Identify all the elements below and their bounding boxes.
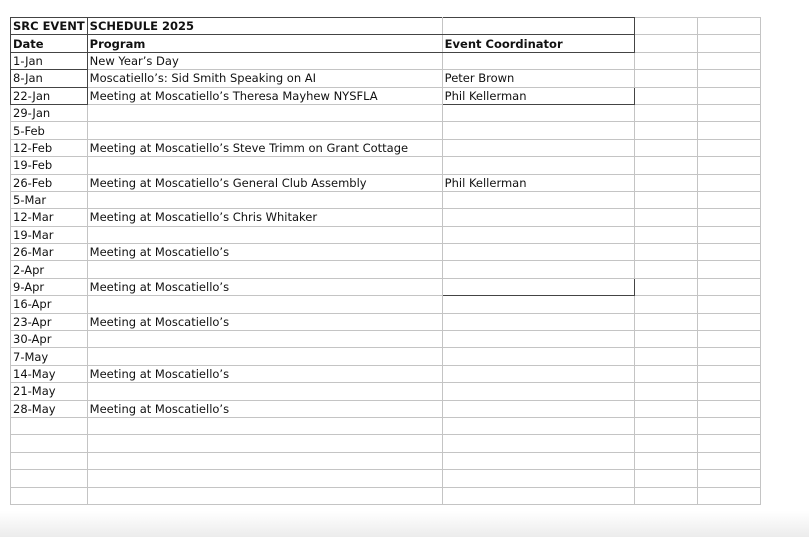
cell[interactable] xyxy=(697,122,760,139)
coordinator-cell[interactable] xyxy=(442,226,634,243)
cell[interactable] xyxy=(634,400,697,417)
table-row xyxy=(11,261,761,278)
program-cell[interactable] xyxy=(87,296,442,313)
program-cell[interactable]: Meeting at Moscatiello’s General Club Assembly xyxy=(87,174,442,191)
coordinator-cell[interactable] xyxy=(442,122,634,139)
cell[interactable] xyxy=(634,417,697,434)
program-cell[interactable] xyxy=(87,261,442,278)
program-cell[interactable]: Meeting at Moscatiello’s xyxy=(87,278,442,295)
program-cell[interactable] xyxy=(87,104,442,121)
cell[interactable] xyxy=(442,470,634,487)
cell[interactable] xyxy=(634,296,697,313)
cell[interactable] xyxy=(634,435,697,452)
table-row xyxy=(11,104,761,121)
table-row xyxy=(11,383,761,400)
cell[interactable] xyxy=(87,452,442,469)
cell[interactable] xyxy=(697,452,760,469)
table-row xyxy=(11,400,761,417)
date-cell[interactable]: 21-May xyxy=(11,383,88,400)
title-cell-left[interactable]: SRC EVENT xyxy=(11,18,88,35)
date-cell[interactable]: 26-Feb xyxy=(11,174,88,191)
cell[interactable] xyxy=(634,104,697,121)
date-cell[interactable]: 5-Mar xyxy=(11,191,88,208)
cell[interactable] xyxy=(634,174,697,191)
cell[interactable] xyxy=(442,487,634,504)
cell[interactable] xyxy=(634,331,697,348)
cell[interactable] xyxy=(87,470,442,487)
cell[interactable] xyxy=(697,261,760,278)
coordinator-cell[interactable] xyxy=(442,244,634,261)
table-row xyxy=(11,348,761,365)
cell[interactable] xyxy=(697,139,760,156)
cell[interactable] xyxy=(697,487,760,504)
program-cell[interactable] xyxy=(87,191,442,208)
cell[interactable] xyxy=(697,383,760,400)
program-cell[interactable]: Meeting at Moscatiello’s xyxy=(87,313,442,330)
table-row xyxy=(11,87,761,104)
cell[interactable] xyxy=(697,52,760,69)
cell[interactable] xyxy=(442,435,634,452)
cell[interactable] xyxy=(442,452,634,469)
date-cell[interactable]: 2-Apr xyxy=(11,261,88,278)
coordinator-cell[interactable] xyxy=(442,278,634,295)
cell[interactable] xyxy=(87,435,442,452)
table-row xyxy=(11,191,761,208)
cell[interactable] xyxy=(634,35,697,52)
cell[interactable] xyxy=(697,296,760,313)
cell[interactable] xyxy=(697,331,760,348)
cell[interactable] xyxy=(442,417,634,434)
cell[interactable] xyxy=(634,470,697,487)
cell[interactable] xyxy=(634,52,697,69)
cell[interactable] xyxy=(634,191,697,208)
table-row xyxy=(11,174,761,191)
empty-row xyxy=(11,452,761,469)
cell[interactable] xyxy=(634,209,697,226)
schedule-sheet xyxy=(10,17,761,505)
header-date[interactable]: Date xyxy=(11,35,88,52)
cell[interactable] xyxy=(11,470,88,487)
table-row xyxy=(11,226,761,243)
coordinator-cell[interactable] xyxy=(442,261,634,278)
program-cell[interactable]: New Year’s Day xyxy=(87,52,442,69)
date-cell[interactable]: 22-Jan xyxy=(11,87,88,104)
cell[interactable] xyxy=(634,87,697,104)
program-cell[interactable]: Meeting at Moscatiello’s Theresa Mayhew NYSFLA xyxy=(87,87,442,104)
date-cell[interactable]: 26-Mar xyxy=(11,244,88,261)
cell[interactable] xyxy=(634,70,697,87)
cell[interactable] xyxy=(634,261,697,278)
cell[interactable] xyxy=(634,18,697,35)
coordinator-cell[interactable] xyxy=(442,383,634,400)
program-cell[interactable]: Meeting at Moscatiello’s Chris Whitaker xyxy=(87,209,442,226)
cell[interactable] xyxy=(11,487,88,504)
cell[interactable] xyxy=(697,70,760,87)
title-row xyxy=(11,18,761,35)
program-cell[interactable] xyxy=(87,157,442,174)
title-cell-coordinator[interactable] xyxy=(442,18,634,35)
cell[interactable] xyxy=(697,470,760,487)
coordinator-cell[interactable] xyxy=(442,348,634,365)
cell[interactable] xyxy=(634,244,697,261)
cell[interactable] xyxy=(87,487,442,504)
empty-row xyxy=(11,417,761,434)
table-row xyxy=(11,139,761,156)
cell[interactable] xyxy=(11,452,88,469)
table-row xyxy=(11,209,761,226)
coordinator-cell[interactable]: Phil Kellerman xyxy=(442,87,634,104)
cell[interactable] xyxy=(634,487,697,504)
coordinator-cell[interactable] xyxy=(442,157,634,174)
date-cell[interactable]: 19-Mar xyxy=(11,226,88,243)
cell[interactable] xyxy=(87,417,442,434)
date-cell[interactable]: 12-Mar xyxy=(11,209,88,226)
cell[interactable] xyxy=(634,278,697,295)
date-cell[interactable]: 29-Jan xyxy=(11,104,88,121)
cell[interactable] xyxy=(697,365,760,382)
cell[interactable] xyxy=(697,35,760,52)
cell[interactable] xyxy=(697,417,760,434)
cell[interactable] xyxy=(697,87,760,104)
coordinator-cell[interactable] xyxy=(442,52,634,69)
header-program[interactable]: Program xyxy=(87,35,442,52)
cell[interactable] xyxy=(697,157,760,174)
cell[interactable] xyxy=(634,365,697,382)
cell[interactable] xyxy=(697,278,760,295)
header-row xyxy=(11,35,761,52)
date-cell[interactable]: 19-Feb xyxy=(11,157,88,174)
cell[interactable] xyxy=(697,313,760,330)
program-cell[interactable] xyxy=(87,383,442,400)
coordinator-cell[interactable] xyxy=(442,313,634,330)
coordinator-cell[interactable] xyxy=(442,191,634,208)
coordinator-cell[interactable]: Phil Kellerman xyxy=(442,174,634,191)
empty-row xyxy=(11,435,761,452)
coordinator-cell[interactable] xyxy=(442,209,634,226)
cell[interactable] xyxy=(697,226,760,243)
table-row xyxy=(11,313,761,330)
table-row xyxy=(11,331,761,348)
date-cell[interactable]: 12-Feb xyxy=(11,139,88,156)
cell[interactable] xyxy=(697,400,760,417)
program-cell[interactable]: Moscatiello’s: Sid Smith Speaking on AI xyxy=(87,70,442,87)
cell[interactable] xyxy=(634,383,697,400)
date-cell[interactable]: 8-Jan xyxy=(11,70,88,87)
cell[interactable] xyxy=(634,348,697,365)
coordinator-cell[interactable] xyxy=(442,331,634,348)
cell[interactable] xyxy=(634,157,697,174)
cell[interactable] xyxy=(634,122,697,139)
header-coordinator[interactable]: Event Coordinator xyxy=(442,35,634,52)
cell[interactable] xyxy=(697,244,760,261)
table-row xyxy=(11,278,761,295)
program-cell[interactable]: Meeting at Moscatiello’s Steve Trimm on Grant Cottage xyxy=(87,139,442,156)
cell[interactable] xyxy=(11,435,88,452)
program-cell[interactable] xyxy=(87,348,442,365)
table-row xyxy=(11,70,761,87)
program-cell[interactable] xyxy=(87,331,442,348)
coordinator-cell[interactable] xyxy=(442,296,634,313)
cell[interactable] xyxy=(697,191,760,208)
cell[interactable] xyxy=(697,18,760,35)
empty-row xyxy=(11,487,761,504)
coordinator-cell[interactable] xyxy=(442,400,634,417)
cell[interactable] xyxy=(697,209,760,226)
table-row xyxy=(11,122,761,139)
bottom-shade xyxy=(0,511,809,537)
date-cell[interactable]: 9-Apr xyxy=(11,278,88,295)
program-cell[interactable] xyxy=(87,226,442,243)
table-row xyxy=(11,365,761,382)
table-row xyxy=(11,52,761,69)
cell[interactable] xyxy=(697,174,760,191)
table-row xyxy=(11,296,761,313)
coordinator-cell[interactable]: Peter Brown xyxy=(442,70,634,87)
date-cell[interactable]: 1-Jan xyxy=(11,52,88,69)
date-cell[interactable]: 14-May xyxy=(11,365,88,382)
cell[interactable] xyxy=(697,348,760,365)
date-cell[interactable]: 16-Apr xyxy=(11,296,88,313)
title-cell-right[interactable]: SCHEDULE 2025 xyxy=(87,18,442,35)
coordinator-cell[interactable] xyxy=(442,104,634,121)
program-cell[interactable]: Meeting at Moscatiello’s xyxy=(87,365,442,382)
date-cell[interactable]: 7-May xyxy=(11,348,88,365)
program-cell[interactable]: Meeting at Moscatiello’s xyxy=(87,244,442,261)
cell[interactable] xyxy=(697,435,760,452)
date-cell[interactable]: 30-Apr xyxy=(11,331,88,348)
cell[interactable] xyxy=(634,313,697,330)
cell[interactable] xyxy=(11,417,88,434)
table-row xyxy=(11,244,761,261)
cell[interactable] xyxy=(634,226,697,243)
program-cell[interactable]: Meeting at Moscatiello’s xyxy=(87,400,442,417)
date-cell[interactable]: 5-Feb xyxy=(11,122,88,139)
program-cell[interactable] xyxy=(87,122,442,139)
cell[interactable] xyxy=(634,139,697,156)
cell[interactable] xyxy=(697,104,760,121)
date-cell[interactable]: 23-Apr xyxy=(11,313,88,330)
coordinator-cell[interactable] xyxy=(442,365,634,382)
cell[interactable] xyxy=(634,452,697,469)
table-row xyxy=(11,157,761,174)
empty-row xyxy=(11,470,761,487)
date-cell[interactable]: 28-May xyxy=(11,400,88,417)
coordinator-cell[interactable] xyxy=(442,139,634,156)
